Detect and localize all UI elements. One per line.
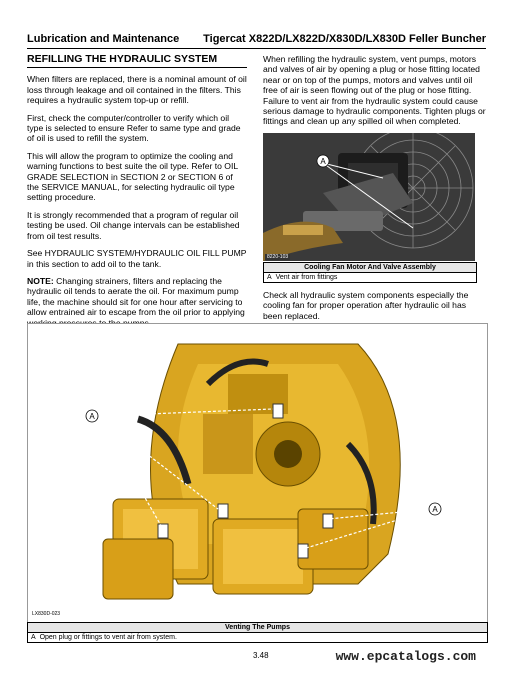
pump-assembly-illustration [28,324,487,622]
paragraph: First, check the computer/controller to verify which oil type is selected to ensure Refer to same type and grade of oil is used to refill the system. [27,112,241,144]
callout-a: A [89,412,95,421]
watermark: www.epcatalogs.com [335,649,476,664]
figure-title: Venting The Pumps [28,623,487,633]
right-column [263,54,486,127]
figure-title: Cooling Fan Motor And Valve Assembly [264,263,476,273]
figure-code: 8220-103 [267,254,289,260]
legend-row [264,273,476,282]
paragraph: See HYDRAULIC SYSTEM/HYDRAULIC OIL FILL PUMP in this section to add oil to the tank. [27,248,247,269]
header-manual-title: Tigercat X822D/LX822D/X830D/LX830D Feller Buncher [203,33,486,45]
note-paragraph [27,276,247,328]
paragraph: It is strongly recommended that a program of regular oil testing be used. Oil change intervals can be established from oil test results. [27,209,240,241]
venting-paragraph: When refilling the hydraulic system, vent pumps, motors and valves of air by opening a plug or hose fitting located near or on top of the pumps, motors and valves until oil free of air is seen flowing out of the plug or hose fitting. Failure to vent air from the hydraulic system could cause serious damage to hydraulic components. Tighten plugs or fittings and clean up any spilled oil when completed. [263,54,486,127]
left-column [27,54,247,335]
check-paragraph: Check all hydraulic system components especially the cooling fan for proper operation after hydraulic oil has been replaced. [263,290,469,321]
cooling-fan-photo [263,133,475,261]
section-title: REFILLING THE HYDRAULIC SYSTEM [27,54,247,68]
paragraph: This will allow the program to optimize the cooling and warning functions to best suite the oil type. Refer to OIL GRADE SELECTION in SECTION 2 or SECTION 6 of the SERVICE MANUAL, for selecting hydraulic oil type setting procedure. [27,150,238,203]
figure-code: LX830D-023 [32,611,61,617]
legend-row [28,633,487,642]
pumps-photo [27,323,488,623]
callout-a: A [320,157,326,166]
cooling-fan-illustration [263,133,475,261]
page-number: 3.48 [253,651,269,660]
paragraph: When filters are replaced, there is a nominal amount of oil loss through leakage and oil contained in the filters. This requires a hydraulic system top-up or refill. [27,74,247,106]
header-section-title: Lubrication and Maintenance [27,33,180,45]
figure-caption [27,622,488,643]
legend-text: Open plug or fittings to vent air from system. [39,634,177,641]
callout-a: A [432,505,438,514]
legend-key: A [31,634,36,641]
figure-caption [263,262,477,283]
legend-text: Vent air from fittings [275,274,338,281]
legend-key: A [267,274,272,281]
note-text: Changing strainers, filters and replacing the hydraulic oil tends to aerate the oil. For maximum pump life, the machine should sit for one hour after servicing to allow entrained air to escape from the oil prior to applying [27,275,245,318]
note-label: NOTE: [27,275,54,286]
header-rule [27,48,486,49]
